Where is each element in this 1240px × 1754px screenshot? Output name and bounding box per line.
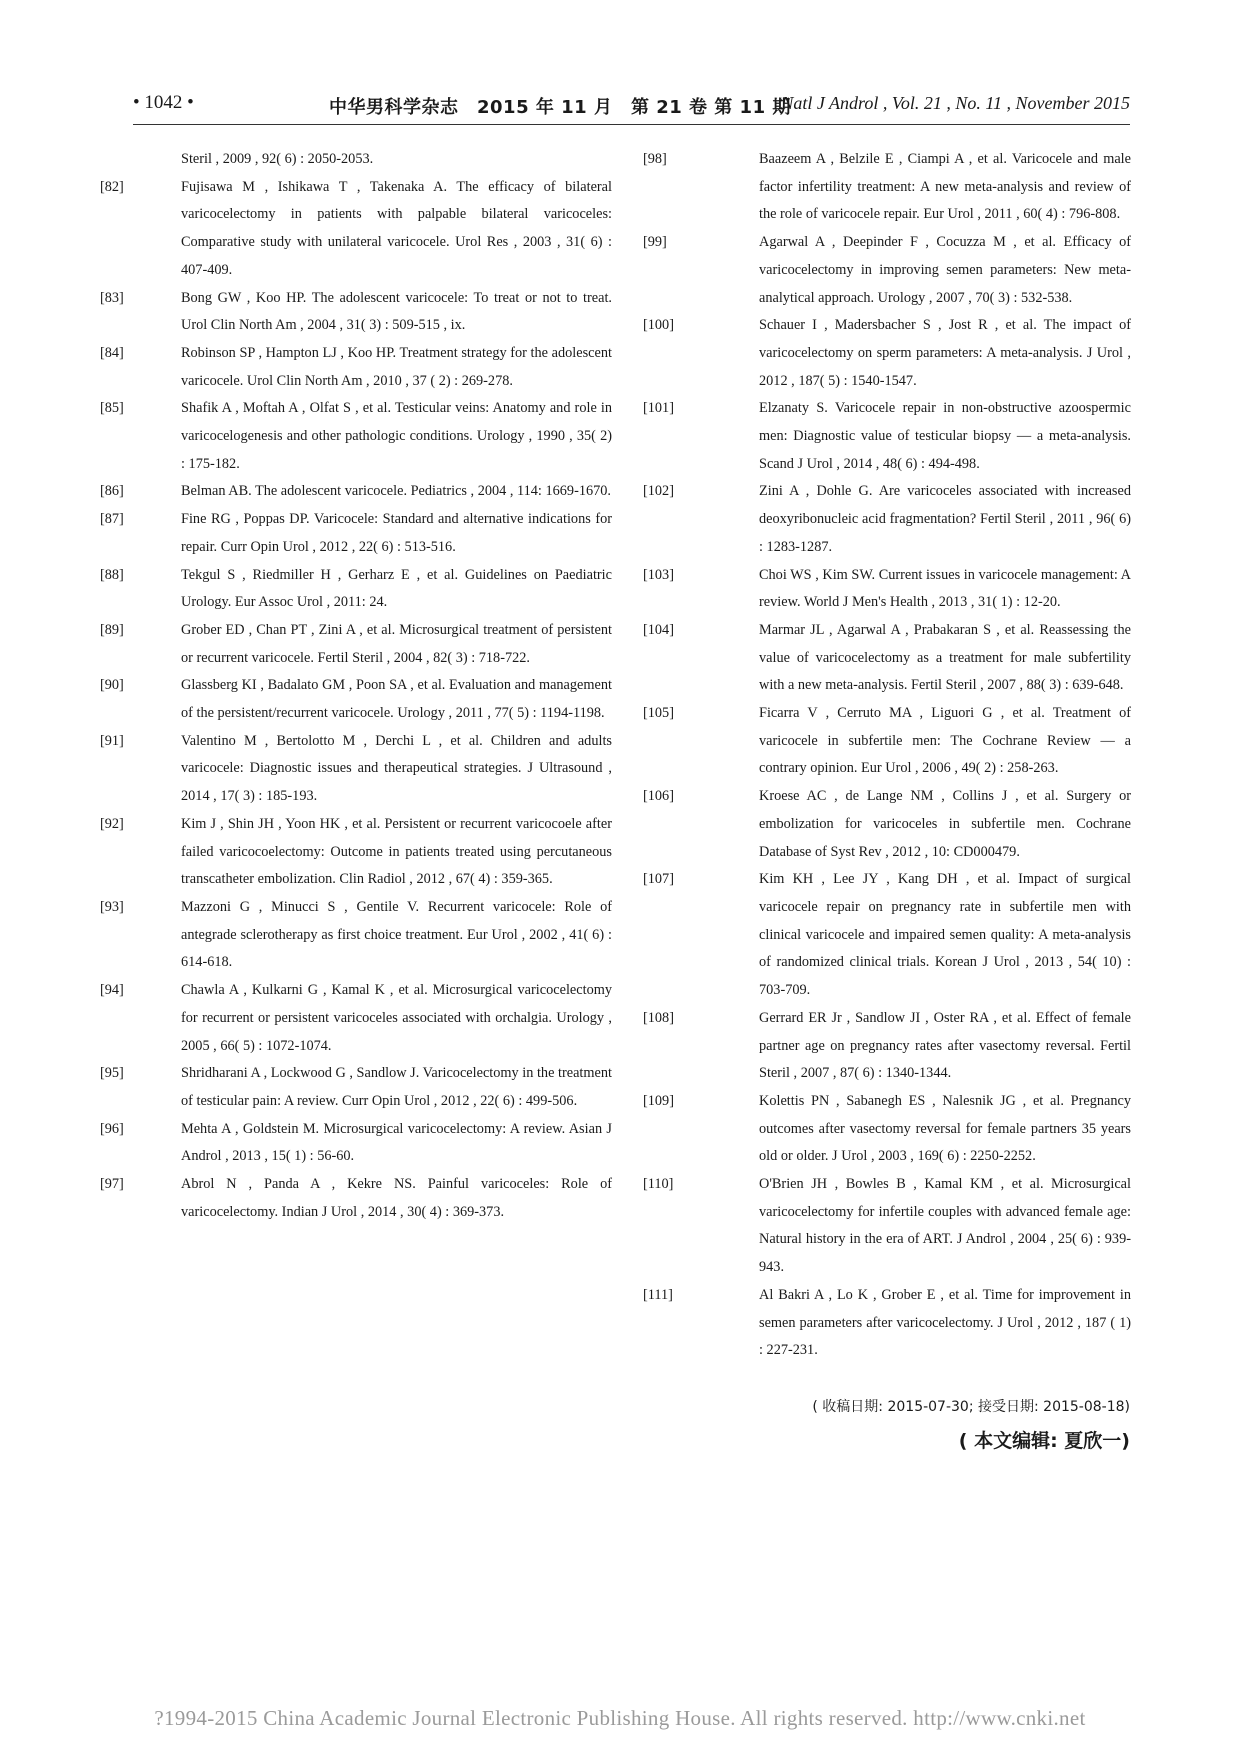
reference-number: [107] xyxy=(643,871,674,888)
reference-item xyxy=(643,866,1131,1005)
reference-item xyxy=(100,506,612,561)
reference-text: Tekgul S , Riedmiller H , Gerharz E , et al. Guidelines on Paediatric Urology. Eur Assoc Urol , 2011: 24. xyxy=(181,566,612,611)
reference-number: [108] xyxy=(643,1009,674,1026)
reference-item xyxy=(643,229,1131,312)
reference-number: [91] xyxy=(100,732,124,749)
reference-number: [109] xyxy=(643,1092,674,1109)
reference-text: Bong GW , Koo HP. The adolescent varicocele: To treat or not to treat. Urol Clin North Am , 2004 , 31( 3) : 509-515 , ix. xyxy=(181,289,612,334)
reference-item xyxy=(643,478,1131,561)
reference-item xyxy=(643,562,1131,617)
reference-item xyxy=(100,1171,612,1226)
received-dates: ( 收稿日期: 2015-07-30; 接受日期: 2015-08-18) xyxy=(812,1399,1130,1415)
reference-number: [105] xyxy=(643,705,674,722)
reference-text: Chawla A , Kulkarni G , Kamal K , et al. Microsurgical varicocelectomy for recurrent or persistent varicoceles associated with orchalgia. Urology , 2005 , 66( 5) : 1072-1074. xyxy=(181,982,612,1054)
reference-number: [104] xyxy=(643,621,674,638)
reference-number: [94] xyxy=(100,982,124,999)
reference-text: Choi WS , Kim SW. Current issues in varicocele management: A review. World J Men's Health , 2013 , 31( 1) : 12-20. xyxy=(759,566,1131,611)
reference-item xyxy=(100,478,612,506)
reference-item xyxy=(643,700,1131,783)
reference-number: [98] xyxy=(643,151,667,167)
page-number: • 1042 • xyxy=(133,92,194,113)
reference-text: Mehta A , Goldstein M. Microsurgical varicocelectomy: A review. Asian J Androl , 2013 , 15( 1) : 56-60. xyxy=(181,1120,612,1165)
reference-text: Kroese AC , de Lange NM , Collins J , et al. Surgery or embolization for varicoceles in subfertile men. Cochrane Database of Syst Rev , 2012 , 10: CD000479. xyxy=(759,788,1131,860)
reference-text: Baazeem A , Belzile E , Ciampi A , et al. Varicocele and male factor infertility treatment: A new meta-analysis and review of the role of varicocele repair. Eur Urol , 2011 , 60( 4) : 796-808. xyxy=(759,151,1131,223)
reference-text: Al Bakri A , Lo K , Grober E , et al. Time for improvement in semen parameters after varicocelectomy. J Urol , 2012 , 187 ( 1) : 227-231. xyxy=(759,1286,1131,1359)
reference-text: O'Brien JH , Bowles B , Kamal KM , et al. Microsurgical varicocelectomy for infertile couples with advanced female age: Natural history in the era of ART. J Androl , 2004 , 25( 6) : 939-943. xyxy=(759,1176,1131,1276)
reference-text: Kolettis PN , Sabanegh ES , Nalesnik JG , et al. Pregnancy outcomes after vasectomy reversal for female partners 35 years old or older. J Urol , 2003 , 169( 6) : 2250-2252. xyxy=(759,1092,1131,1165)
reference-text: Elzanaty S. Varicocele repair in non-obstructive azoospermic men: Diagnostic value of testicular biopsy — a meta-analysis. Scand J Urol , 2014 , 48( 6) : 494-498. xyxy=(759,400,1131,472)
reference-item xyxy=(100,672,612,727)
reference-number: [83] xyxy=(100,289,124,306)
reference-number: [90] xyxy=(100,677,124,694)
reference-item xyxy=(100,977,612,1060)
reference-item xyxy=(643,617,1131,700)
reference-text: Shridharani A , Lockwood G , Sandlow J. Varicocelectomy in the treatment of testicular pain: A review. Curr Opin Urol , 2012 , 22( 6) : 499-506. xyxy=(181,1065,612,1109)
reference-text: Schauer I , Madersbacher S , Jost R , et al. The impact of varicocelectomy on sperm parameters: A meta-analysis. J Urol , 2012 , 187( 5) : 1540-1547. xyxy=(759,317,1131,389)
reference-text: Valentino M , Bertolotto M , Derchi L , et al. Children and adults varicocele: Diagnostic issues and therapeutical strategies. J Ultrasound , 2014 , 17( 3) : 185-193. xyxy=(181,732,612,805)
reference-item xyxy=(643,1088,1131,1171)
reference-text: Robinson SP , Hampton LJ , Koo HP. Treatment strategy for the adolescent varicocele. Urol Clin North Am , 2010 , 37 ( 2) : 269-278. xyxy=(181,344,612,389)
reference-item xyxy=(100,1060,612,1115)
copyright-watermark: ?1994-2015 China Academic Journal Electronic Publishing House. All rights reserved. http://www.cnki.net xyxy=(154,1706,1086,1730)
reference-text: Grober ED , Chan PT , Zini A , et al. Microsurgical treatment of persistent or recurrent varicocele. Fertil Steril , 2004 , 82( 3) : 718-722. xyxy=(181,621,612,666)
reference-text: Zini A , Dohle G. Are varicoceles associated with increased deoxyribonucleic acid fragmentation? Fertil Steril , 2011 , 96( 6) : 1283-1287. xyxy=(759,483,1131,555)
right-reference-list xyxy=(643,146,1131,1365)
reference-number: [92] xyxy=(100,815,124,832)
reference-text: Marmar JL , Agarwal A , Prabakaran S , et al. Reassessing the value of varicocelectomy as a treatment for male subfertility with a new meta-analysis. Fertil Steril , 2007 , 88( 3) : 639-648. xyxy=(759,621,1131,694)
reference-number: [84] xyxy=(100,344,124,361)
page-header xyxy=(133,92,1130,125)
reference-item xyxy=(100,1116,612,1171)
reference-number: [101] xyxy=(643,400,674,417)
reference-item xyxy=(643,1171,1131,1282)
reference-continuation: Steril , 2009 , 92( 6) : 2050-2053. xyxy=(181,151,374,167)
reference-item xyxy=(643,146,1131,229)
reference-item xyxy=(100,728,612,811)
reference-text: Ficarra V , Cerruto MA , Liguori G , et al. Treatment of varicocele in subfertile men: The Cochrane Review — a contrary opinion. Eur Urol , 2006 , 49( 2) : 258-263. xyxy=(759,705,1131,777)
editor-note: ( 本文编辑: 夏欣一) xyxy=(958,1430,1130,1452)
reference-text: Belman AB. The adolescent varicocele. Pediatrics , 2004 , 114: 1669-1670. xyxy=(181,483,611,500)
reference-text: Fine RG , Poppas DP. Varicocele: Standard and alternative indications for repair. Curr Opin Urol , 2012 , 22( 6) : 513-516. xyxy=(181,511,612,555)
reference-number: [100] xyxy=(643,317,674,334)
reference-text: Kim J , Shin JH , Yoon HK , et al. Persistent or recurrent varicocoele after failed varicocoelectomy: Outcome in patients treated using percutaneous transcatheter embolization. Clin Radiol , 2012 , 67( 4) : 359-365. xyxy=(181,815,612,888)
reference-item xyxy=(100,285,612,340)
reference-number: [88] xyxy=(100,566,124,583)
reference-item xyxy=(100,617,612,672)
reference-number: [111] xyxy=(643,1286,673,1303)
reference-item xyxy=(100,174,612,285)
reference-text: Abrol N , Panda A , Kekre NS. Painful varicoceles: Role of varicocelectomy. Indian J Urol , 2014 , 30( 4) : 369-373. xyxy=(181,1176,612,1220)
reference-number: [89] xyxy=(100,621,124,638)
reference-number: [96] xyxy=(100,1120,124,1137)
reference-item xyxy=(100,811,612,894)
reference-item xyxy=(100,395,612,478)
reference-item xyxy=(643,1005,1131,1088)
reference-number: [86] xyxy=(100,483,124,500)
reference-number: [106] xyxy=(643,788,674,805)
right-column xyxy=(643,146,1131,1365)
reference-number: [103] xyxy=(643,566,674,583)
reference-number: [110] xyxy=(643,1176,674,1193)
left-column xyxy=(100,146,612,1226)
reference-number: [93] xyxy=(100,898,124,915)
reference-text: Mazzoni G , Minucci S , Gentile V. Recurrent varicocele: Role of antegrade sclerotherapy as first choice treatment. Eur Urol , 2002 , 41( 6) : 614-618. xyxy=(181,898,612,971)
reference-number: [82] xyxy=(100,178,124,195)
reference-item xyxy=(100,562,612,617)
reference-number: [87] xyxy=(100,511,124,528)
reference-text: Shafik A , Moftah A , Olfat S , et al. Testicular veins: Anatomy and role in varicocelogenesis and other pathologic conditions. Urology , 1990 , 35( 2) : 175-182. xyxy=(181,400,612,472)
reference-item xyxy=(643,783,1131,866)
reference-number: [95] xyxy=(100,1065,124,1082)
reference-item xyxy=(100,894,612,977)
reference-text: Fujisawa M , Ishikawa T , Takenaka A. The efficacy of bilateral varicocelectomy in patients with palpable bilateral varicoceles: Comparative study with unilateral varicocele. Urol Res , 2003 , 31( 6) : 407-409. xyxy=(181,178,612,278)
journal-title-cn: 中华男科学杂志 2015 年 11 月 第 21 卷 第 11 期 xyxy=(329,97,791,118)
reference-text: Agarwal A , Deepinder F , Cocuzza M , et al. Efficacy of varicocelectomy in improving semen parameters: New meta-analytical approach. Urology , 2007 , 70( 3) : 532-538. xyxy=(759,234,1131,306)
reference-number: [102] xyxy=(643,483,674,500)
left-reference-list xyxy=(100,174,612,1227)
reference-text: Kim KH , Lee JY , Kang DH , et al. Impact of surgical varicocele repair on pregnancy rate in subfertile men with clinical varicocele and impaired semen quality: A meta-analysis of randomized clinical trials. Korean J Urol , 2013 , 54( 10) : 703-709. xyxy=(759,871,1131,999)
reference-item xyxy=(643,395,1131,478)
reference-number: [97] xyxy=(100,1176,124,1193)
reference-item xyxy=(643,1282,1131,1365)
reference-item xyxy=(643,312,1131,395)
reference-text: Gerrard ER Jr , Sandlow JI , Oster RA , et al. Effect of female partner age on pregnancy rates after vasectomy reversal. Fertil Steril , 2007 , 87( 6) : 1340-1344. xyxy=(759,1009,1131,1082)
reference-item xyxy=(100,340,612,395)
journal-title-en: Natl J Androl , Vol. 21 , No. 11 , November 2015 xyxy=(781,93,1130,113)
reference-number: [85] xyxy=(100,400,124,417)
reference-number: [99] xyxy=(643,234,667,251)
reference-text: Glassberg KI , Badalato GM , Poon SA , et al. Evaluation and management of the persistent/recurrent varicocele. Urology , 2011 , 77( 5) : 1194-1198. xyxy=(181,677,612,722)
